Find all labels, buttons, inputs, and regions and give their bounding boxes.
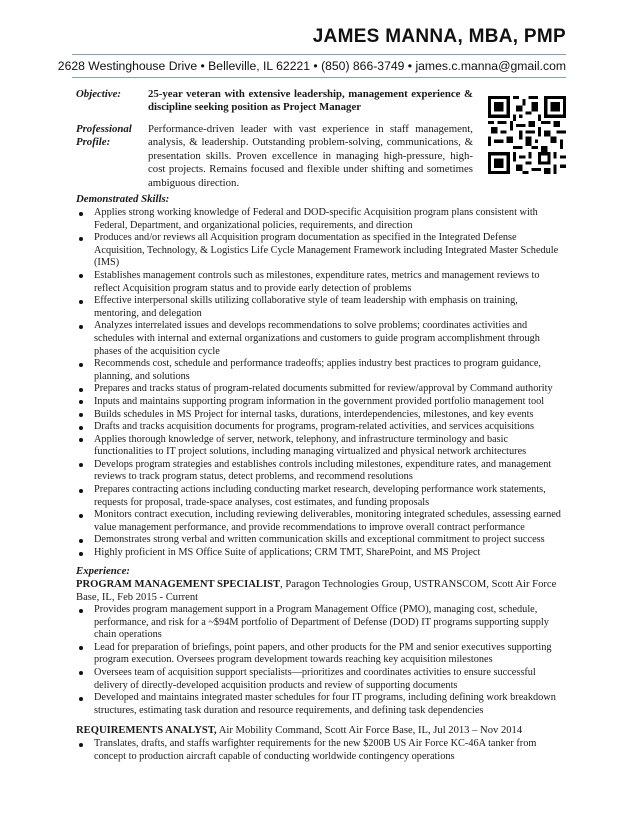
list-item: Lead for preparation of briefings, point papers, and other products for the PM and senior executives supporting program execution. Oversees program development towards reaching key acquisition milestones xyxy=(76,642,562,667)
list-item: Develops program strategies and establishes controls including milestones, expenditure rates, and management reviews to track program status, detect problems, and recommend resolutions xyxy=(76,459,562,484)
job-details: Air Mobility Command, Scott Air Force Base, IL, Jul 2013 – Nov 2014 xyxy=(216,725,523,736)
list-item: Monitors contract execution, including reviewing deliverables, monitoring integrated schedules, assessing earned value management performance, and provide recommendations to improve overall contract performance xyxy=(76,509,562,534)
list-item: Applies strong working knowledge of Federal and DOD-specific Acquisition program plans consistent with Federal, Department, and organizational policies, requirements, and direction xyxy=(76,207,562,232)
list-item: Oversees team of acquisition support specialists—prioritizes and coordinates activities to ensure successful delivery of directly-developed acquisition products and review of supporting documents xyxy=(76,667,562,692)
list-item: Highly proficient in MS Office Suite of applications; CRM TMT, SharePoint, and MS Project xyxy=(76,547,562,560)
objective-label: Objective: xyxy=(76,88,121,100)
skills-list xyxy=(76,207,562,560)
list-item: Produces and/or reviews all Acquisition program documentation as specified in the Integrated Defense Acquisition, Technology, & Logistics Life Cycle Management Framework including Integrated Master Schedule (IMS) xyxy=(76,232,562,270)
objective-section xyxy=(76,88,476,118)
job-details: , Paragon Technologies Group, USTRANSCOM, Scott Air Force Base, IL, Feb 2015 - Current xyxy=(76,579,557,603)
job-header xyxy=(76,724,562,737)
experience-title: Experience: xyxy=(76,565,130,577)
job-header xyxy=(76,578,562,604)
list-item: Establishes management controls such as milestones, expenditure rates, metrics and management reviews to reflect Acquisition program status and to provide early detection of problems xyxy=(76,270,562,295)
job-title: PROGRAM MANAGEMENT SPECIALIST xyxy=(76,579,281,590)
list-item: Demonstrates strong verbal and written communication skills and exceptional commitment to project success xyxy=(76,534,562,547)
list-item: Prepares and tracks status of program-related documents submitted for review/approval by Command authority xyxy=(76,383,562,396)
skills-title: Demonstrated Skills: xyxy=(76,193,170,205)
profile-label-line2: Profile: xyxy=(76,136,111,149)
profile-label xyxy=(76,123,148,150)
list-item: Provides program management support in a Program Management Office (PMO), managing cost, schedule, performance, and risk for a ~$94M portfolio of Department of Defense (DOD) IT programs supporting supply chain operations xyxy=(76,604,562,642)
contact-line: 2628 Westinghouse Drive • Belleville, IL 62221 • (850) 866-3749 • james.c.manna@gmail.com xyxy=(57,59,566,73)
list-item: Effective interpersonal skills utilizing collaborative style of team leadership with emphasis on training, mentoring, and delegation xyxy=(76,295,562,320)
profile-text: Performance-driven leader with vast experience in staff management, analysis, & leadership. Outstanding problem-solving, communications, & presentation skills. Proven excellence in managing high-pressure, high-cost projects. Remains focused and flexible under shifting and sometimes ambiguous direction. xyxy=(148,123,473,189)
objective-text: 25-year veteran with extensive leadership, management experience & discipline seeking position as Project Manager xyxy=(148,88,473,114)
profile-section xyxy=(76,123,476,187)
list-item: Translates, drafts, and staffs warfighter requirements for the new $200B US Air Force KC-46A tanker from concept to production aircraft capable of conducting worldwide contingency operations xyxy=(76,738,562,763)
list-item: Recommends cost, schedule and performance tradeoffs; applies industry best practices to program guidance, planning, and solutions xyxy=(76,358,562,383)
list-item: Builds schedules in MS Project for internal tasks, durations, interdependencies, milestones, and key events xyxy=(76,409,562,422)
qr-code-icon xyxy=(488,96,566,174)
list-item: Analyzes interrelated issues and develops recommendations to solve problems; coordinates activities and schedules with internal and external organizations and customers to guide program accomplishment through phases of the acquisition cycle xyxy=(76,320,562,358)
job-title: REQUIREMENTS ANALYST, xyxy=(76,725,217,736)
list-item: Prepares contracting actions including conducting market research, developing performance work statements, requests for proposal, trade-space analyses, cost estimates, and funding proposals xyxy=(76,484,562,509)
candidate-name: JAMES MANNA, MBA, PMP xyxy=(312,26,566,47)
list-item: Inputs and maintains supporting program information in the government provided portfolio management tool xyxy=(76,396,562,409)
job-bullets xyxy=(76,738,562,763)
list-item: Developed and maintains integrated master schedules for four IT programs, including defining work breakdown structures, estimating task duration and resource requirements, and defining task dependencies xyxy=(76,692,562,717)
profile-label-line1: Professional xyxy=(76,123,132,135)
job-bullets xyxy=(76,604,562,717)
header-divider-bottom xyxy=(72,77,566,78)
list-item: Applies thorough knowledge of server, network, telephony, and infrastructure terminology and basic functionalities to IT project solutions, including managing virtualized and physical network architectures xyxy=(76,434,562,459)
header-divider-top xyxy=(72,54,566,55)
list-item: Drafts and tracks acquisition documents for programs, program-related activities, and services acquisitions xyxy=(76,421,562,434)
